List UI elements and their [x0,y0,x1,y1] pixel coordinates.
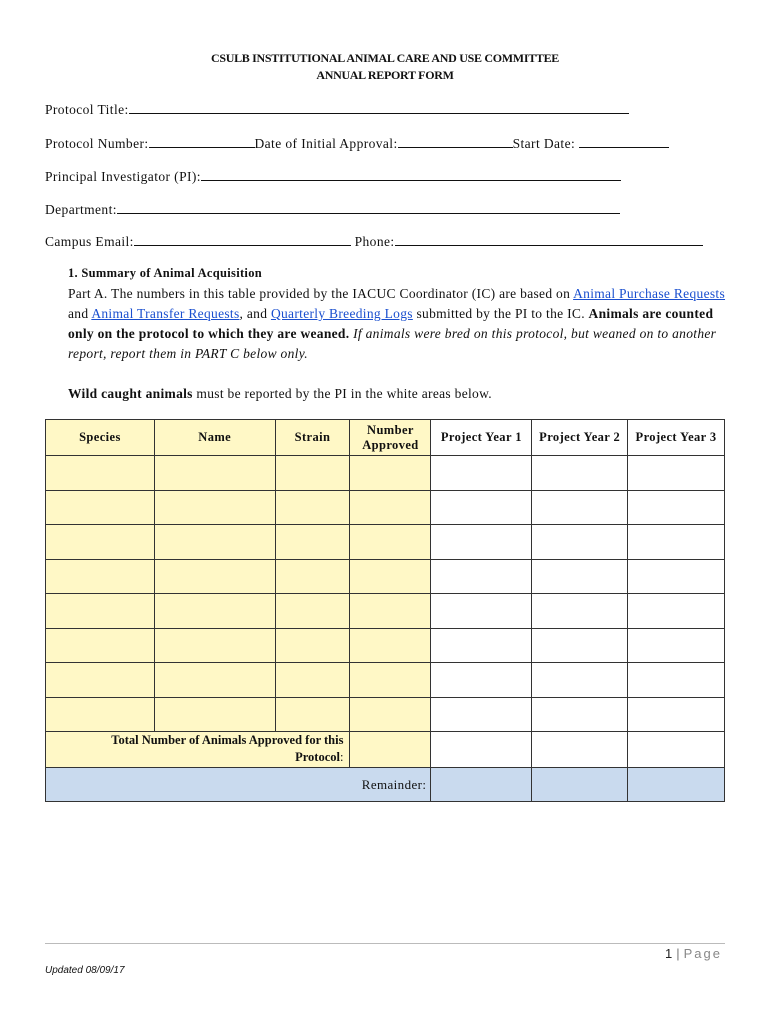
year-2-cell[interactable] [532,628,628,663]
species-cell[interactable] [46,490,155,525]
page-number-value: 1 [665,946,674,961]
page-number [665,946,722,961]
bred-note-text: If animals were bred on this protocol, but weaned on to another report, report them in PART C below only. [68,326,717,361]
species-cell[interactable] [46,697,155,732]
year-1-cell[interactable] [431,594,532,629]
col-project-year-3: Project Year 3 [628,420,725,456]
weaned-rule-text: Animals are counted only on the protocol to which they are weaned. [68,306,714,341]
name-cell[interactable] [154,525,275,560]
strain-cell[interactable] [275,490,350,525]
strain-cell[interactable] [275,663,350,698]
campus-email-label: Campus Email: [45,234,134,249]
table-row [46,559,725,594]
name-cell[interactable] [154,559,275,594]
protocol-number-input[interactable] [149,134,255,148]
department-field[interactable] [45,200,620,218]
quarterly-breeding-logs-link[interactable]: Quarterly Breeding Logs [270,306,413,321]
year-3-cell[interactable] [628,697,725,732]
table-row [46,628,725,663]
total-label: Total Number of Animals Approved for this [111,733,344,747]
table-row [46,525,725,560]
number-approved-cell[interactable] [350,594,431,629]
start-date-input[interactable] [579,134,669,148]
protocol-number-label: Protocol Number: [45,136,149,151]
protocol-number-row [45,134,669,152]
start-date-label: Start Date: [512,136,576,151]
col-number-approved: Number Approved [350,420,431,456]
pi-label: Principal Investigator (PI): [45,169,201,184]
number-approved-cell[interactable] [350,697,431,732]
total-row [46,732,725,768]
year-3-cell[interactable] [628,525,725,560]
year-1-cell[interactable] [431,490,532,525]
col-species: Species [46,420,155,456]
wild-caught-note [68,384,728,404]
total-approved-cell[interactable] [350,732,431,768]
remainder-row [46,768,725,802]
pi-input[interactable] [201,167,621,181]
protocol-title-field[interactable] [45,100,629,118]
year-1-cell[interactable] [431,663,532,698]
phone-input[interactable] [395,232,703,246]
form-title: ANNUAL REPORT FORM [316,68,454,82]
table-row [46,456,725,491]
page-number-separator: | [676,946,681,961]
year-1-cell[interactable] [431,559,532,594]
table-row [46,594,725,629]
number-approved-cell[interactable] [350,490,431,525]
year-2-cell[interactable] [532,697,628,732]
year-3-cell[interactable] [628,559,725,594]
total-year-2-cell[interactable] [532,732,628,768]
pi-field[interactable] [45,167,621,185]
year-2-cell[interactable] [532,456,628,491]
page-word: Page [683,946,722,961]
col-strain: Strain [275,420,350,456]
wild-caught-text: must be reported by the PI in the white areas below. [192,386,492,401]
species-cell[interactable] [46,525,155,560]
year-3-cell[interactable] [628,663,725,698]
remainder-year-2-cell[interactable] [532,768,628,802]
table-row [46,490,725,525]
col-name: Name [154,420,275,456]
para-text-d: submitted by the PI to the IC. [412,306,589,321]
year-1-cell[interactable] [431,697,532,732]
strain-cell[interactable] [275,525,350,560]
updated-date: Updated 08/09/17 [45,965,125,976]
strain-cell[interactable] [275,697,350,732]
year-1-cell[interactable] [431,525,532,560]
number-approved-cell[interactable] [350,456,431,491]
year-2-cell[interactable] [532,663,628,698]
strain-cell[interactable] [275,456,350,491]
species-cell[interactable] [46,594,155,629]
para-text-b: and [68,306,92,321]
animal-purchase-requests-link[interactable]: Animal Purchase Requests [573,286,726,301]
year-3-cell[interactable] [628,594,725,629]
protocol-title-label: Protocol Title: [45,102,129,117]
number-approved-cell[interactable] [350,559,431,594]
department-label: Department: [45,202,117,217]
total-year-3-cell[interactable] [628,732,725,768]
para-text-c: , and [239,306,271,321]
footer-divider [45,943,725,944]
remainder-label: Remainder: [46,768,431,802]
name-cell[interactable] [154,490,275,525]
department-input[interactable] [117,200,620,214]
year-2-cell[interactable] [532,490,628,525]
year-1-cell[interactable] [431,456,532,491]
name-cell[interactable] [154,456,275,491]
table-header-row [46,420,725,456]
phone-label: Phone: [354,234,395,249]
col-project-year-1: Project Year 1 [431,420,532,456]
species-cell[interactable] [46,456,155,491]
table-row [46,697,725,732]
total-label-colon: : [339,750,344,764]
name-cell[interactable] [154,594,275,629]
name-cell[interactable] [154,697,275,732]
total-label-end: Protocol [295,750,340,764]
animal-transfer-requests-link[interactable]: Animal Transfer Requests [91,306,240,321]
section-1-paragraph [68,284,728,364]
number-approved-cell[interactable] [350,525,431,560]
species-cell[interactable] [46,663,155,698]
form-org-title: CSULB INSTITUTIONAL ANIMAL CARE AND USE COMMITTEE [210,51,560,65]
col-project-year-2: Project Year 2 [532,420,628,456]
campus-email-input[interactable] [134,232,351,246]
year-1-cell[interactable] [431,628,532,663]
initial-approval-input[interactable] [398,134,513,148]
year-2-cell[interactable] [532,594,628,629]
strain-cell[interactable] [275,594,350,629]
name-cell[interactable] [154,663,275,698]
email-phone-row [45,232,703,250]
total-year-1-cell[interactable] [431,732,532,768]
year-3-cell[interactable] [628,490,725,525]
remainder-year-3-cell[interactable] [628,768,725,802]
year-3-cell[interactable] [628,456,725,491]
table-row [46,663,725,698]
animal-acquisition-table [45,419,725,802]
species-cell[interactable] [46,628,155,663]
number-approved-cell[interactable] [350,663,431,698]
year-2-cell[interactable] [532,525,628,560]
initial-approval-label: Date of Initial Approval: [254,136,398,151]
strain-cell[interactable] [275,559,350,594]
species-cell[interactable] [46,559,155,594]
number-approved-cell[interactable] [350,628,431,663]
wild-caught-bold: Wild caught animals [68,386,193,401]
strain-cell[interactable] [275,628,350,663]
total-label-cell [46,732,350,768]
section-1-title: 1. Summary of Animal Acquisition [68,266,262,280]
para-text-a: Part A. The numbers in this table provided by the IACUC Coordinator (IC) are based on [68,286,574,301]
protocol-title-input[interactable] [129,100,629,114]
remainder-year-1-cell[interactable] [431,768,532,802]
year-3-cell[interactable] [628,628,725,663]
name-cell[interactable] [154,628,275,663]
year-2-cell[interactable] [532,559,628,594]
